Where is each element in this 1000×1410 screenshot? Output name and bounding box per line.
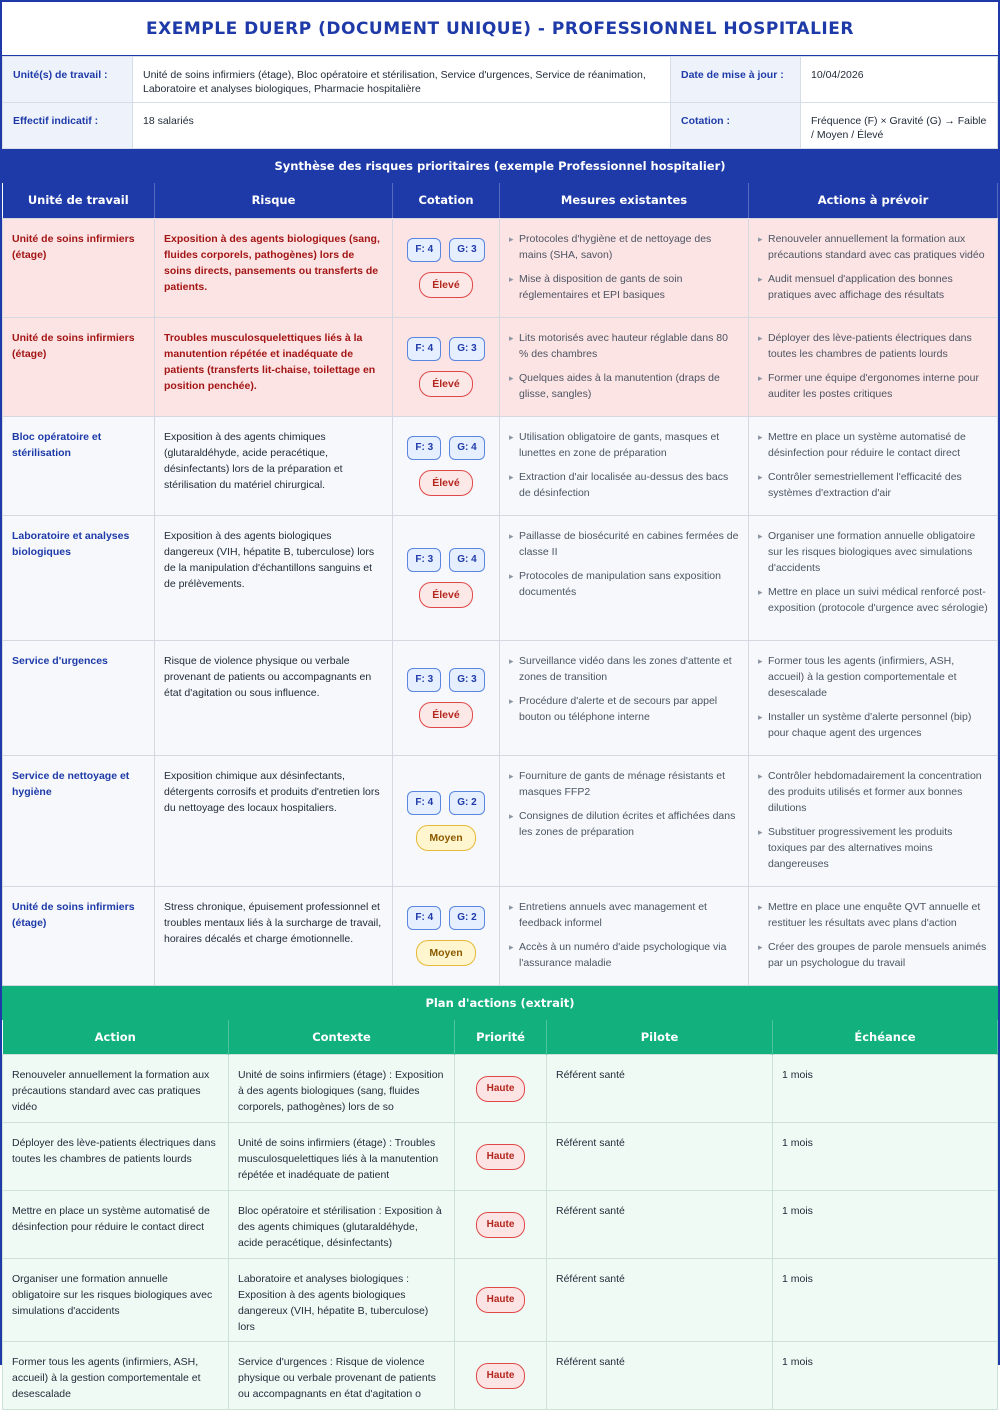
risk-cotation: [393, 755, 500, 886]
measure-item: ▸ Protocoles d'hygiène et de nettoyage des mains (SHA, savon): [509, 231, 739, 263]
measure-item: ▸ Utilisation obligatoire de gants, masques et lunettes en zone de préparation: [509, 429, 739, 461]
risk-level-badge: Élevé: [419, 702, 472, 728]
priority-badge: Haute: [476, 1287, 526, 1313]
risk-row: [3, 515, 998, 640]
measure-item: ▸ Entretiens annuels avec management et feedback informel: [509, 899, 739, 931]
existing-measures: [500, 755, 749, 886]
priority-badge: Haute: [476, 1076, 526, 1102]
info-table: [2, 56, 998, 149]
measure-item: ▸ Fourniture de gants de ménage résistants et masques FFP2: [509, 768, 739, 800]
risk-description: Exposition à des agents chimiques (glutaraldéhyde, acide peracétique, désinfectants) lors de la préparation et stérilisation du matériel chirurgical.: [155, 416, 393, 515]
plan-row: [3, 1342, 998, 1410]
action-item: ▸ Créer des groupes de parole mensuels animés par un psychologue du travail: [758, 939, 988, 971]
priority-badge: Haute: [476, 1363, 526, 1389]
risk-level-badge: Élevé: [419, 470, 472, 496]
gravity-badge: G: 4: [449, 548, 484, 572]
risk-unit: Unité de soins infirmiers (étage): [3, 317, 155, 416]
existing-measures: [500, 886, 749, 985]
plan-due: 1 mois: [773, 1123, 998, 1191]
plan-priority: [455, 1055, 547, 1123]
planned-actions: [749, 416, 998, 515]
synthese-title: Synthèse des risques prioritaires (exemple Professionnel hospitalier): [2, 149, 998, 183]
cotation-label: Cotation :: [671, 103, 801, 149]
risk-row: [3, 640, 998, 755]
risk-unit: Unité de soins infirmiers (étage): [3, 218, 155, 317]
plan-due: 1 mois: [773, 1342, 998, 1410]
risk-cotation: [393, 317, 500, 416]
priority-badge: Haute: [476, 1212, 526, 1238]
units-value: Unité de soins infirmiers (étage), Bloc opératoire et stérilisation, Service d'urgences, Service de réanimation, Laboratoire et analyses biologiques, Pharmacie hospitalière: [133, 57, 671, 103]
risk-row: [3, 218, 998, 317]
action-item: ▸ Mettre en place un système automatisé de désinfection pour réduire le contact direct: [758, 429, 988, 461]
measure-item: ▸ Procédure d'alerte et de secours par appel bouton ou téléphone interne: [509, 693, 739, 725]
plan-pilot: Référent santé: [547, 1055, 773, 1123]
risk-table: [2, 183, 998, 986]
plan-due: 1 mois: [773, 1055, 998, 1123]
units-label: Unité(s) de travail :: [3, 57, 133, 103]
planned-actions: [749, 515, 998, 640]
risk-table-header: [3, 183, 998, 218]
measure-item: ▸ Consignes de dilution écrites et affichées dans les zones de préparation: [509, 808, 739, 840]
existing-measures: [500, 218, 749, 317]
plan-row: [3, 1191, 998, 1259]
risk-unit: Service d'urgences: [3, 640, 155, 755]
risk-cotation: [393, 886, 500, 985]
measure-item: ▸ Quelques aides à la manutention (draps de glisse, sangles): [509, 370, 739, 402]
risk-cotation: [393, 515, 500, 640]
measure-item: ▸ Surveillance vidéo dans les zones d'attente et zones de transition: [509, 653, 739, 685]
date-label: Date de mise à jour :: [671, 57, 801, 103]
action-item: ▸ Audit mensuel d'application des bonnes pratiques avec affichage des résultats: [758, 271, 988, 303]
risk-cotation: [393, 416, 500, 515]
gravity-badge: G: 3: [449, 337, 484, 361]
frequency-badge: F: 3: [407, 668, 441, 692]
action-item: ▸ Renouveler annuellement la formation aux précautions standard avec cas pratiques vidéo: [758, 231, 988, 263]
plan-action: Former tous les agents (infirmiers, ASH, accueil) à la gestion comportementale et desescalade: [3, 1342, 229, 1410]
header-risk: Risque: [155, 183, 393, 218]
risk-cotation: [393, 218, 500, 317]
action-item: ▸ Déployer des lève-patients électriques dans toutes les chambres de patients lourds: [758, 330, 988, 362]
plan-context: Bloc opératoire et stérilisation : Exposition à des agents chimiques (glutaraldéhyde, acide peracétique, désinfectants): [229, 1191, 455, 1259]
plan-row: [3, 1259, 998, 1342]
plan-row: [3, 1123, 998, 1191]
risk-unit: Bloc opératoire et stérilisation: [3, 416, 155, 515]
gravity-badge: G: 4: [449, 436, 484, 460]
measure-item: ▸ Protocoles de manipulation sans exposition documentés: [509, 568, 739, 600]
frequency-badge: F: 4: [407, 791, 441, 815]
gravity-badge: G: 2: [449, 791, 484, 815]
action-item: ▸ Substituer progressivement les produits toxiques par des alternatives moins dangereuses: [758, 824, 988, 872]
risk-description: Exposition chimique aux désinfectants, détergents corrosifs et produits d'entretien lors du nettoyage des locaux hospitaliers.: [155, 755, 393, 886]
plan-action: Déployer des lève-patients électriques dans toutes les chambres de patients lourds: [3, 1123, 229, 1191]
priority-badge: Haute: [476, 1144, 526, 1170]
planned-actions: [749, 886, 998, 985]
frequency-badge: F: 4: [407, 337, 441, 361]
header-due: Échéance: [773, 1020, 998, 1055]
plan-table: [2, 1020, 998, 1410]
date-value: 10/04/2026: [801, 57, 998, 103]
plan-title: Plan d'actions (extrait): [2, 986, 998, 1020]
plan-priority: [455, 1123, 547, 1191]
measure-item: ▸ Extraction d'air localisée au-dessus des bacs de désinfection: [509, 469, 739, 501]
measure-item: ▸ Mise à disposition de gants de soin réglementaires et EPI basiques: [509, 271, 739, 303]
header-pilot: Pilote: [547, 1020, 773, 1055]
risk-description: Stress chronique, épuisement professionnel et troubles mentaux liés à la surcharge de travail, horaires décalés et charge émotionnelle.: [155, 886, 393, 985]
plan-action: Organiser une formation annuelle obligatoire sur les risques biologiques avec simulations d'accidents: [3, 1259, 229, 1342]
frequency-badge: F: 3: [407, 436, 441, 460]
risk-cotation: [393, 640, 500, 755]
document-title: EXEMPLE DUERP (DOCUMENT UNIQUE) - PROFESSIONNEL HOSPITALIER: [2, 2, 998, 56]
risk-unit: Unité de soins infirmiers (étage): [3, 886, 155, 985]
action-item: ▸ Installer un système d'alerte personnel (bip) pour chaque agent des urgences: [758, 709, 988, 741]
risk-row: [3, 317, 998, 416]
risk-description: Exposition à des agents biologiques dangereux (VIH, hépatite B, tuberculose) lors de la manipulation d'échantillons sanguins et de prélèvements.: [155, 515, 393, 640]
risk-level-badge: Élevé: [419, 371, 472, 397]
risk-level-badge: Moyen: [416, 940, 475, 966]
gravity-badge: G: 3: [449, 238, 484, 262]
risk-description: Risque de violence physique ou verbale provenant de patients ou accompagnants en état d'agitation ou sous influence.: [155, 640, 393, 755]
measure-item: ▸ Paillasse de biosécurité en cabines fermées de classe II: [509, 528, 739, 560]
risk-unit: Laboratoire et analyses biologiques: [3, 515, 155, 640]
existing-measures: [500, 317, 749, 416]
risk-row: [3, 886, 998, 985]
plan-due: 1 mois: [773, 1191, 998, 1259]
frequency-badge: F: 4: [407, 906, 441, 930]
header-measures: Mesures existantes: [500, 183, 749, 218]
risk-row: [3, 416, 998, 515]
plan-pilot: Référent santé: [547, 1191, 773, 1259]
staff-value: 18 salariés: [133, 103, 671, 149]
risk-unit: Service de nettoyage et hygiène: [3, 755, 155, 886]
header-actions: Actions à prévoir: [749, 183, 998, 218]
plan-priority: [455, 1259, 547, 1342]
cotation-value: Fréquence (F) × Gravité (G) → Faible / Moyen / Élevé: [801, 103, 998, 149]
measure-item: ▸ Accès à un numéro d'aide psychologique via l'assurance maladie: [509, 939, 739, 971]
existing-measures: [500, 640, 749, 755]
plan-priority: [455, 1342, 547, 1410]
action-item: ▸ Former une équipe d'ergonomes interne pour auditer les postes critiques: [758, 370, 988, 402]
plan-action: Mettre en place un système automatisé de désinfection pour réduire le contact direct: [3, 1191, 229, 1259]
action-item: ▸ Mettre en place un suivi médical renforcé post-exposition (protocole d'urgence avec sérologie): [758, 584, 988, 616]
header-context: Contexte: [229, 1020, 455, 1055]
plan-pilot: Référent santé: [547, 1342, 773, 1410]
plan-pilot: Référent santé: [547, 1123, 773, 1191]
risk-description: Troubles musculosquelettiques liés à la manutention répétée et inadéquate de patients (transferts lit-chaise, toilettage en position penchée).: [155, 317, 393, 416]
risk-description: Exposition à des agents biologiques (sang, fluides corporels, pathogènes) lors de soins directs, pansements ou transferts de patients.: [155, 218, 393, 317]
frequency-badge: F: 3: [407, 548, 441, 572]
plan-pilot: Référent santé: [547, 1259, 773, 1342]
plan-priority: [455, 1191, 547, 1259]
header-cotation: Cotation: [393, 183, 500, 218]
planned-actions: [749, 640, 998, 755]
planned-actions: [749, 755, 998, 886]
action-item: ▸ Mettre en place une enquête QVT annuelle et restituer les résultats avec plans d'action: [758, 899, 988, 931]
risk-level-badge: Élevé: [419, 582, 472, 608]
plan-context: Service d'urgences : Risque de violence physique ou verbale provenant de patients ou accompagnants en état d'agitation o: [229, 1342, 455, 1410]
existing-measures: [500, 416, 749, 515]
plan-table-header: [3, 1020, 998, 1055]
existing-measures: [500, 515, 749, 640]
header-unit: Unité de travail: [3, 183, 155, 218]
plan-due: 1 mois: [773, 1259, 998, 1342]
action-item: ▸ Contrôler semestriellement l'efficacité des systèmes d'extraction d'air: [758, 469, 988, 501]
measure-item: ▸ Lits motorisés avec hauteur réglable dans 80 % des chambres: [509, 330, 739, 362]
plan-context: Unité de soins infirmiers (étage) : Troubles musculosquelettiques liés à la manutention répétée et inadéquate de patient: [229, 1123, 455, 1191]
header-action: Action: [3, 1020, 229, 1055]
risk-row: [3, 755, 998, 886]
risk-level-badge: Élevé: [419, 272, 472, 298]
header-priority: Priorité: [455, 1020, 547, 1055]
action-item: ▸ Contrôler hebdomadairement la concentration des produits utilisés et former aux bonnes dilutions: [758, 768, 988, 816]
frequency-badge: F: 4: [407, 238, 441, 262]
plan-row: [3, 1055, 998, 1123]
action-item: ▸ Organiser une formation annuelle obligatoire sur les risques biologiques avec simulations d'accidents: [758, 528, 988, 576]
plan-context: Laboratoire et analyses biologiques : Exposition à des agents biologiques dangereux (VIH, hépatite B, tuberculose) lors: [229, 1259, 455, 1342]
staff-label: Effectif indicatif :: [3, 103, 133, 149]
planned-actions: [749, 218, 998, 317]
risk-level-badge: Moyen: [416, 825, 475, 851]
planned-actions: [749, 317, 998, 416]
plan-context: Unité de soins infirmiers (étage) : Exposition à des agents biologiques (sang, fluides corporels, pathogènes) lors de so: [229, 1055, 455, 1123]
gravity-badge: G: 3: [449, 668, 484, 692]
plan-action: Renouveler annuellement la formation aux précautions standard avec cas pratiques vidéo: [3, 1055, 229, 1123]
action-item: ▸ Former tous les agents (infirmiers, ASH, accueil) à la gestion comportementale et desescalade: [758, 653, 988, 701]
gravity-badge: G: 2: [449, 906, 484, 930]
